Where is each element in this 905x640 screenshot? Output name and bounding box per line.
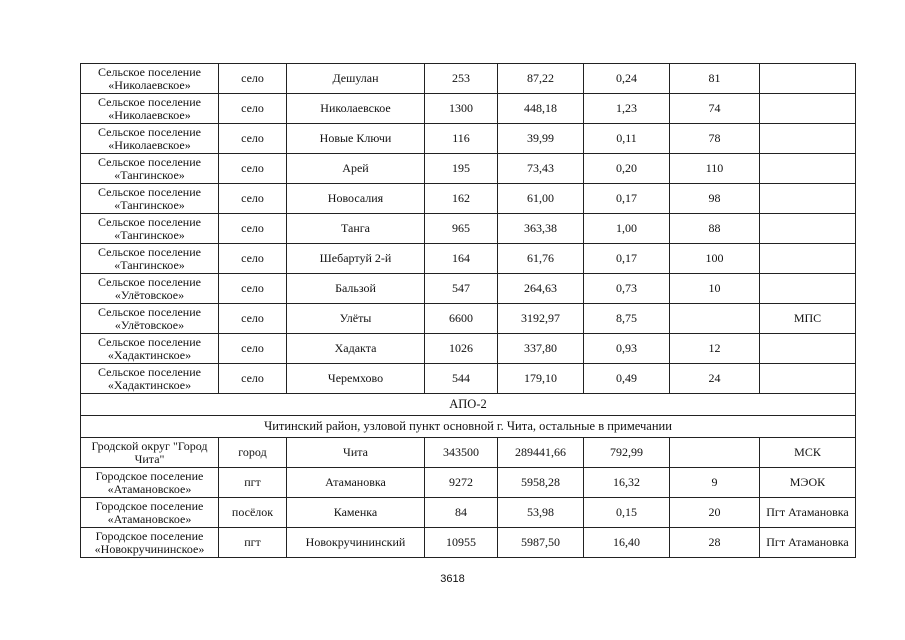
area-cell: 73,43 xyxy=(498,154,584,184)
area-cell: 363,38 xyxy=(498,214,584,244)
type-cell: село xyxy=(219,184,287,214)
distance-cell: 78 xyxy=(670,124,760,154)
table-row xyxy=(81,334,856,364)
type-cell: село xyxy=(219,154,287,184)
type-cell: город xyxy=(219,438,287,468)
note-cell xyxy=(760,334,856,364)
section-title: АПО-2 xyxy=(81,394,856,416)
type-cell: село xyxy=(219,274,287,304)
type-cell: село xyxy=(219,94,287,124)
settlement-cell: Сельское поселение «Тангинское» xyxy=(81,154,219,184)
type-cell: пгт xyxy=(219,468,287,498)
share-cell: 8,75 xyxy=(584,304,670,334)
share-cell: 0,11 xyxy=(584,124,670,154)
area-cell: 448,18 xyxy=(498,94,584,124)
settlement-cell: Городское поселение «Новокручининское» xyxy=(81,528,219,558)
distance-cell xyxy=(670,304,760,334)
population-cell: 195 xyxy=(425,154,498,184)
population-cell: 1026 xyxy=(425,334,498,364)
settlement-cell: Городское поселение «Атамановское» xyxy=(81,468,219,498)
note-cell xyxy=(760,274,856,304)
note-cell: МЭОК xyxy=(760,468,856,498)
table-row xyxy=(81,364,856,394)
note-cell: Пгт Атамановка xyxy=(760,498,856,528)
type-cell: село xyxy=(219,304,287,334)
distance-cell: 110 xyxy=(670,154,760,184)
note-cell xyxy=(760,154,856,184)
area-cell: 5958,28 xyxy=(498,468,584,498)
type-cell: село xyxy=(219,124,287,154)
population-cell: 965 xyxy=(425,214,498,244)
settlement-cell: Сельское поселение «Хадактинское» xyxy=(81,334,219,364)
settlement-cell: Сельское поселение «Улётовское» xyxy=(81,274,219,304)
share-cell: 0,73 xyxy=(584,274,670,304)
name-cell: Чита xyxy=(287,438,425,468)
table-row xyxy=(81,214,856,244)
type-cell: село xyxy=(219,64,287,94)
share-cell: 0,17 xyxy=(584,244,670,274)
table-row xyxy=(81,528,856,558)
table-body-bottom xyxy=(81,438,856,558)
population-cell: 253 xyxy=(425,64,498,94)
page-number: 3618 xyxy=(440,573,465,585)
type-cell: село xyxy=(219,244,287,274)
settlement-cell: Сельское поселение «Тангинское» xyxy=(81,184,219,214)
area-cell: 39,99 xyxy=(498,124,584,154)
note-cell xyxy=(760,94,856,124)
note-cell: МСК xyxy=(760,438,856,468)
settlement-cell: Сельское поселение «Николаевское» xyxy=(81,94,219,124)
population-cell: 1300 xyxy=(425,94,498,124)
section-subtitle: Читинский район, узловой пункт основной г. Чита, остальные в примечании xyxy=(81,416,856,438)
distance-cell: 24 xyxy=(670,364,760,394)
note-cell xyxy=(760,364,856,394)
name-cell: Арей xyxy=(287,154,425,184)
settlement-cell: Сельское поселение «Николаевское» xyxy=(81,124,219,154)
population-cell: 9272 xyxy=(425,468,498,498)
note-cell: МПС xyxy=(760,304,856,334)
share-cell: 0,15 xyxy=(584,498,670,528)
settlement-cell: Сельское поселение «Улётовское» xyxy=(81,304,219,334)
settlement-cell: Сельское поселение «Тангинское» xyxy=(81,214,219,244)
share-cell: 792,99 xyxy=(584,438,670,468)
table-body-top xyxy=(81,64,856,394)
name-cell: Дешулан xyxy=(287,64,425,94)
name-cell: Бальзой xyxy=(287,274,425,304)
note-cell xyxy=(760,64,856,94)
table-row xyxy=(81,64,856,94)
population-cell: 164 xyxy=(425,244,498,274)
area-cell: 5987,50 xyxy=(498,528,584,558)
area-cell: 337,80 xyxy=(498,334,584,364)
share-cell: 0,49 xyxy=(584,364,670,394)
section-subtitle-row xyxy=(81,416,856,438)
population-cell: 84 xyxy=(425,498,498,528)
settlement-cell: Сельское поселение «Хадактинское» xyxy=(81,364,219,394)
area-cell: 289441,66 xyxy=(498,438,584,468)
name-cell: Улёты xyxy=(287,304,425,334)
note-cell xyxy=(760,184,856,214)
share-cell: 0,20 xyxy=(584,154,670,184)
distance-cell: 98 xyxy=(670,184,760,214)
share-cell: 1,23 xyxy=(584,94,670,124)
name-cell: Шебартуй 2-й xyxy=(287,244,425,274)
name-cell: Новосалия xyxy=(287,184,425,214)
distance-cell: 10 xyxy=(670,274,760,304)
table-row xyxy=(81,244,856,274)
area-cell: 87,22 xyxy=(498,64,584,94)
distance-cell: 12 xyxy=(670,334,760,364)
population-cell: 547 xyxy=(425,274,498,304)
note-cell xyxy=(760,244,856,274)
area-cell: 53,98 xyxy=(498,498,584,528)
distance-cell: 100 xyxy=(670,244,760,274)
note-cell xyxy=(760,214,856,244)
note-cell: Пгт Атамановка xyxy=(760,528,856,558)
share-cell: 0,24 xyxy=(584,64,670,94)
settlement-cell: Сельское поселение «Тангинское» xyxy=(81,244,219,274)
table-row xyxy=(81,154,856,184)
distance-cell: 81 xyxy=(670,64,760,94)
type-cell: пгт xyxy=(219,528,287,558)
table-row xyxy=(81,124,856,154)
distance-cell xyxy=(670,438,760,468)
name-cell: Новые Ключи xyxy=(287,124,425,154)
distance-cell: 28 xyxy=(670,528,760,558)
section-title-row xyxy=(81,394,856,416)
population-cell: 162 xyxy=(425,184,498,214)
name-cell: Каменка xyxy=(287,498,425,528)
area-cell: 61,00 xyxy=(498,184,584,214)
settlement-cell: Городское поселение «Атамановское» xyxy=(81,498,219,528)
share-cell: 16,40 xyxy=(584,528,670,558)
share-cell: 16,32 xyxy=(584,468,670,498)
share-cell: 0,93 xyxy=(584,334,670,364)
type-cell: посёлок xyxy=(219,498,287,528)
population-cell: 6600 xyxy=(425,304,498,334)
name-cell: Хадакта xyxy=(287,334,425,364)
table-row xyxy=(81,468,856,498)
area-cell: 3192,97 xyxy=(498,304,584,334)
area-cell: 264,63 xyxy=(498,274,584,304)
note-cell xyxy=(760,124,856,154)
distance-cell: 74 xyxy=(670,94,760,124)
type-cell: село xyxy=(219,364,287,394)
type-cell: село xyxy=(219,214,287,244)
distance-cell: 20 xyxy=(670,498,760,528)
population-cell: 343500 xyxy=(425,438,498,468)
name-cell: Черемхово xyxy=(287,364,425,394)
name-cell: Новокручининский xyxy=(287,528,425,558)
name-cell: Танга xyxy=(287,214,425,244)
distance-cell: 9 xyxy=(670,468,760,498)
population-cell: 10955 xyxy=(425,528,498,558)
name-cell: Николаевское xyxy=(287,94,425,124)
population-cell: 116 xyxy=(425,124,498,154)
share-cell: 1,00 xyxy=(584,214,670,244)
area-cell: 61,76 xyxy=(498,244,584,274)
settlements-table xyxy=(80,63,856,558)
table-row xyxy=(81,184,856,214)
table-row xyxy=(81,94,856,124)
distance-cell: 88 xyxy=(670,214,760,244)
table-row xyxy=(81,304,856,334)
table-section xyxy=(81,394,856,438)
table-row xyxy=(81,274,856,304)
share-cell: 0,17 xyxy=(584,184,670,214)
settlement-cell: Сельское поселение «Николаевское» xyxy=(81,64,219,94)
table-row xyxy=(81,438,856,468)
table-row xyxy=(81,498,856,528)
population-cell: 544 xyxy=(425,364,498,394)
name-cell: Атамановка xyxy=(287,468,425,498)
type-cell: село xyxy=(219,334,287,364)
settlement-cell: Гродской округ "Город Чита" xyxy=(81,438,219,468)
area-cell: 179,10 xyxy=(498,364,584,394)
